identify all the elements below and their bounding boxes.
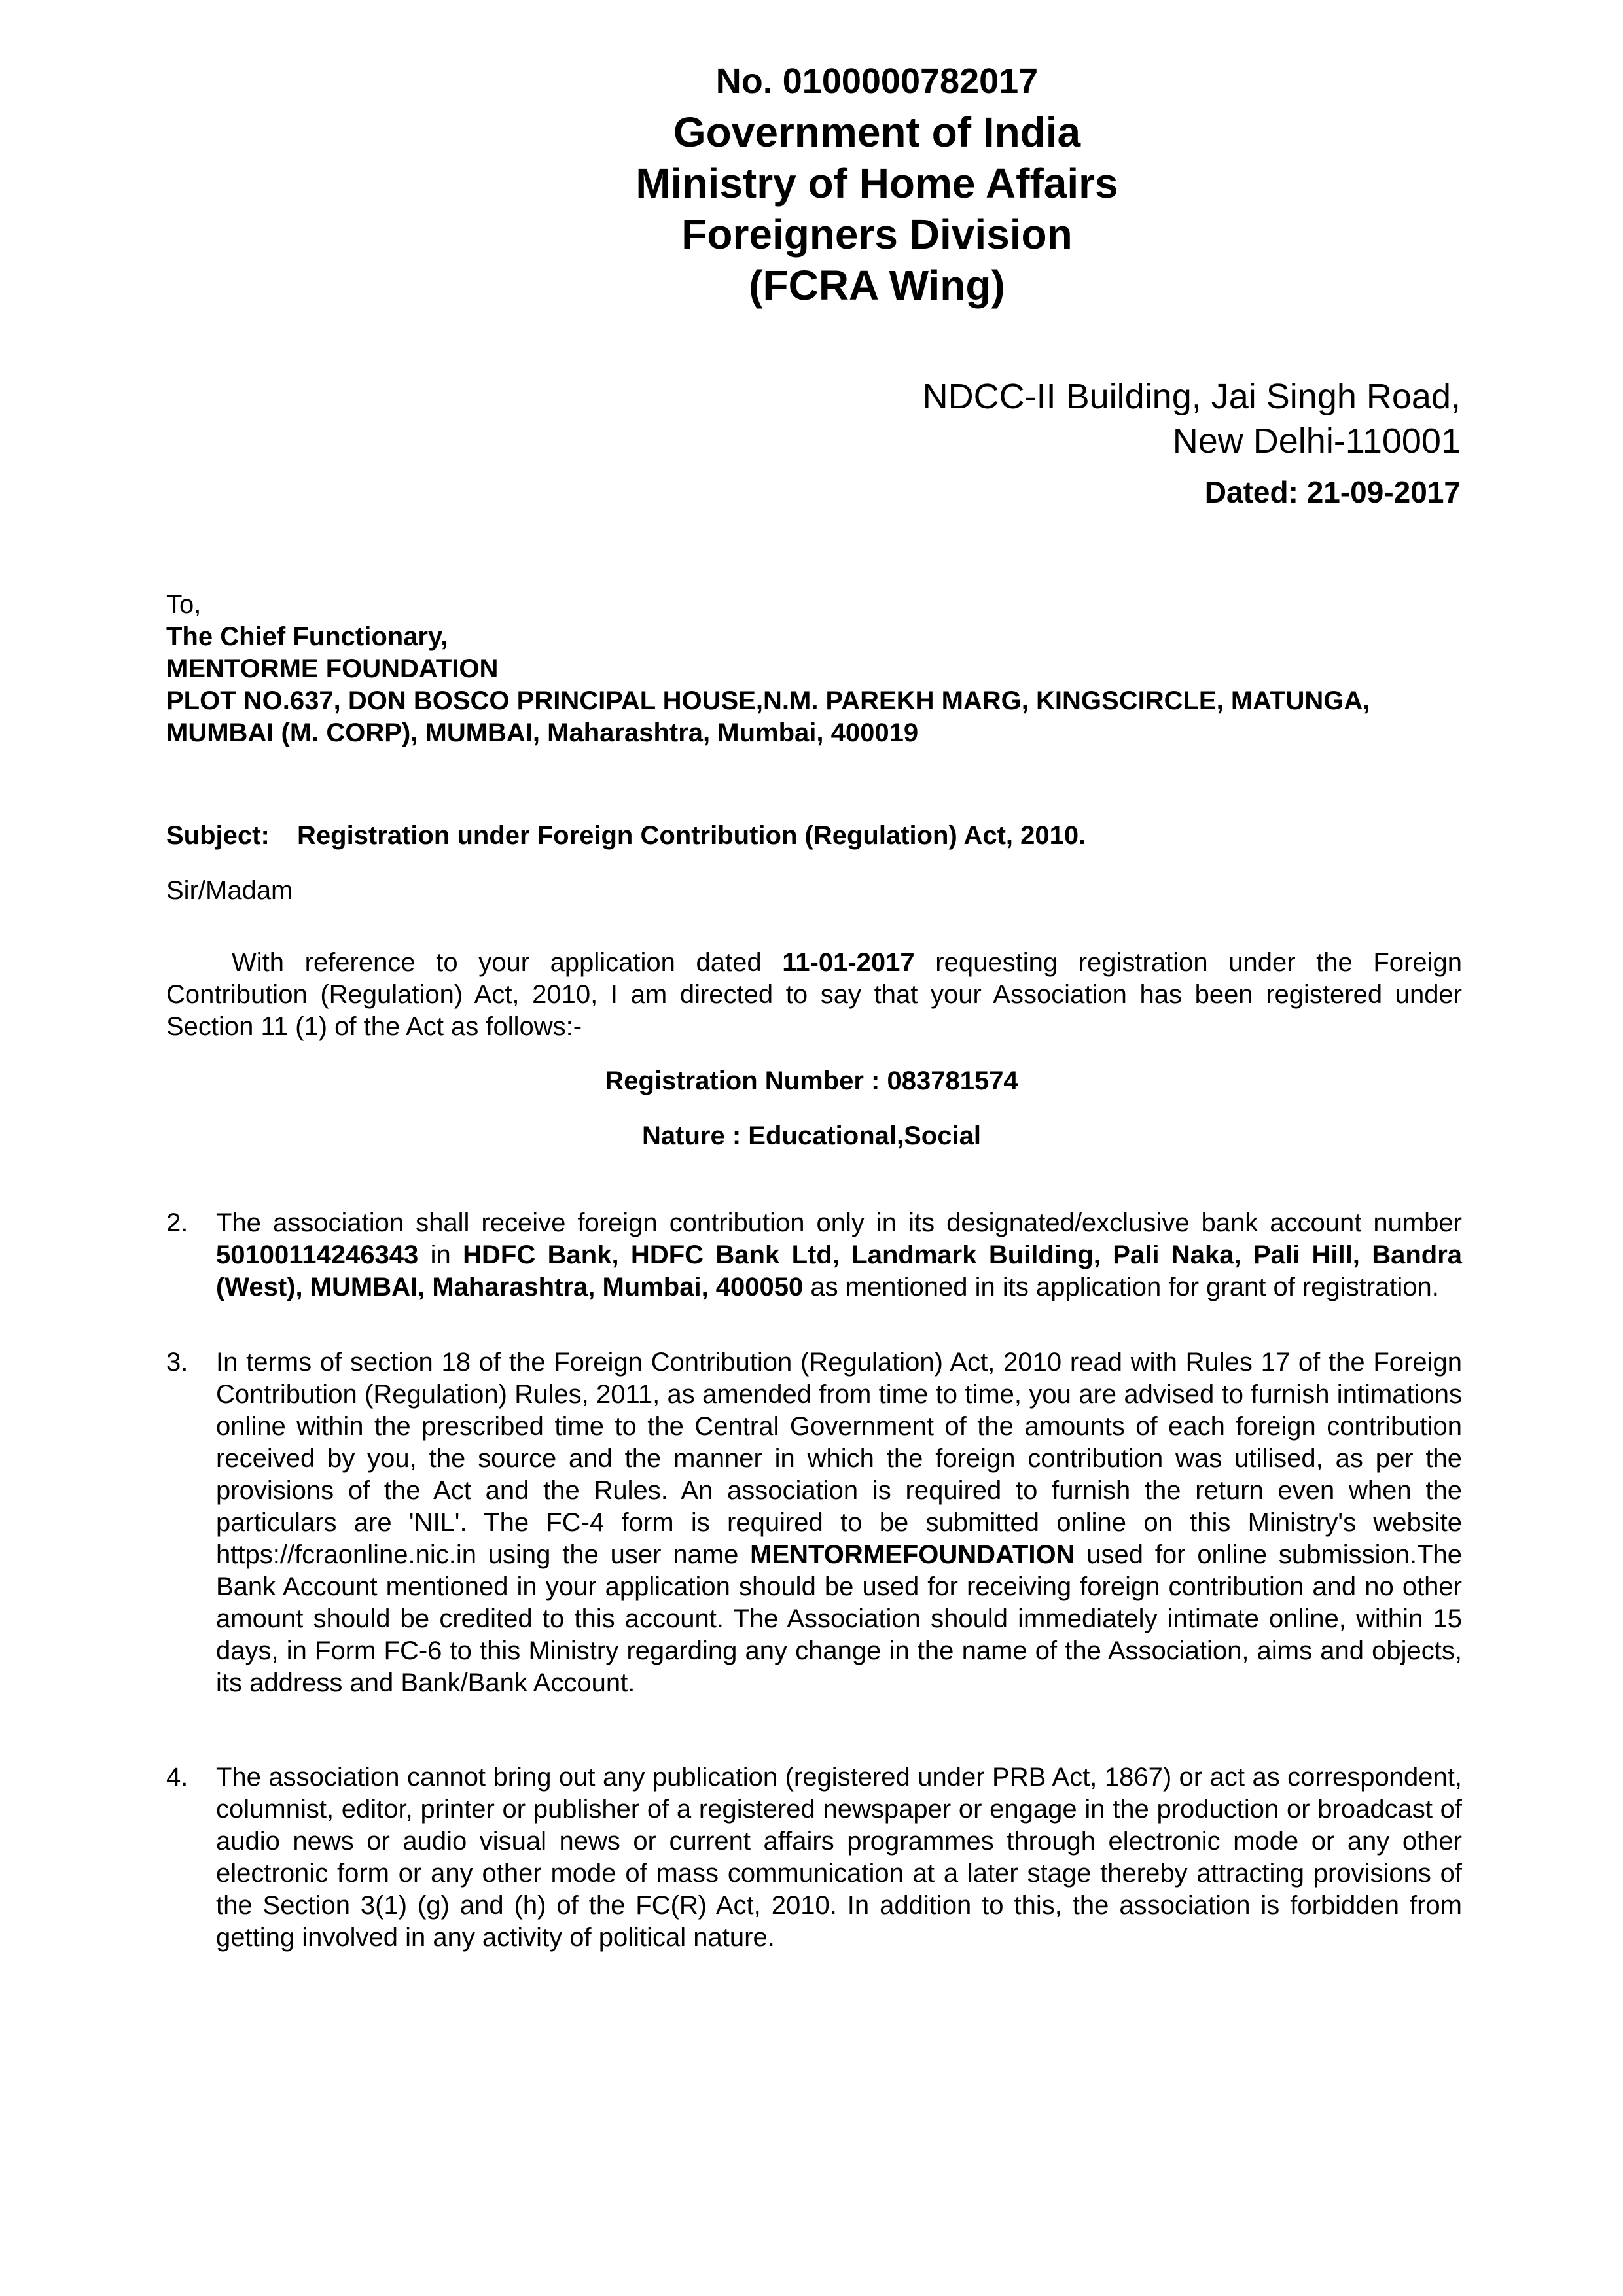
subject-label: Subject: bbox=[166, 821, 270, 850]
point-text bbox=[216, 1207, 1462, 1303]
header-wing: (FCRA Wing) bbox=[749, 262, 1005, 309]
subject-line bbox=[166, 820, 1462, 852]
header-ministry: Ministry of Home Affairs bbox=[635, 160, 1118, 207]
point-2-text-mid: in bbox=[418, 1241, 463, 1269]
sender-address-line2: New Delhi-110001 bbox=[1172, 421, 1461, 461]
user-name: MENTORMEFOUNDATION bbox=[750, 1540, 1075, 1569]
letter-date: Dated: 21-09-2017 bbox=[1204, 475, 1461, 509]
point-2-text-before: The association shall receive foreign contribution only in its designated/exclusive bank account number bbox=[216, 1209, 1462, 1237]
point-2-text-after: as mentioned in its application for grant of registration. bbox=[803, 1273, 1439, 1301]
point-2 bbox=[166, 1207, 1462, 1303]
point-text: The association cannot bring out any publication (registered under PRB Act, 1867) or act as correspondent, columnist, editor, printer or publisher of a registered newspaper or engage in the production or broadcast of audio news or audio visual news or current affairs programmes through electronic mode or any other electronic form or any other mode of mass communication at a later stage thereby attracting provisions of the Section 3(1) (g) and (h) of the FC(R) Act, 2010. In addition to this, the association is forbidden from getting involved in any activity of political nature. bbox=[216, 1763, 1462, 1952]
point-3-text-before: In terms of section 18 of the Foreign Contribution (Regulation) Act, 2010 read with Rules 17 of the Foreign Contribution (Regulation) Rules, 2011, as amended from time to time, you are advised to furnish intimations online within the prescribed time to the Central Government of the amounts of each foreign contribution received by you, the source and the manner in which the foreign contribution was utilised, as per the provisions of the Act and the Rules. An association is required to furnish the return even when the particulars are 'NIL'. The FC-4 form is required to be submitted online on this Ministry's website https://fcraonline.nic.in using the user name bbox=[216, 1348, 1462, 1569]
point-number: 3. bbox=[166, 1348, 188, 1377]
header-division: Foreigners Division bbox=[681, 211, 1073, 258]
sender-address bbox=[923, 374, 1461, 463]
bank-account-number: 50100114246343 bbox=[216, 1241, 419, 1269]
letter-header bbox=[0, 56, 1623, 311]
registration-number: Registration Number : 083781574 bbox=[605, 1067, 1018, 1095]
point-3-text-after: used for online submission.The Bank Account mentioned in your application should be used for receiving foreign contribution and no other amount should be credited to this account. The Association should immediately intimate online, within 15 days, in Form FC-6 to this Ministry regarding any change in the name of the Association, aims and objects, its address and Bank/Bank Account. bbox=[216, 1540, 1463, 1697]
intro-text-before: With reference to your application dated bbox=[232, 948, 783, 977]
sender-address-line1: NDCC-II Building, Jai Singh Road, bbox=[922, 377, 1461, 416]
point-3 bbox=[166, 1347, 1462, 1699]
header-government: Government of India bbox=[673, 109, 1081, 156]
intro-paragraph bbox=[166, 947, 1462, 1043]
recipient-to: To, bbox=[166, 590, 202, 619]
intro-text-after: requesting registration under the Foreign Contribution (Regulation) Act, 2010, I am directed to say that your Association has been registered under Section 11 (1) of the Act as follows:- bbox=[166, 948, 1462, 1041]
recipient-block bbox=[166, 589, 1462, 749]
application-date: 11-01-2017 bbox=[782, 948, 915, 977]
point-4 bbox=[166, 1761, 1462, 1954]
registration-nature: Nature : Educational,Social bbox=[642, 1122, 981, 1150]
recipient-title: The Chief Functionary, bbox=[166, 622, 448, 651]
bank-details: HDFC Bank, HDFC Bank Ltd, Landmark Building, Pali Naka, Pali Hill, Bandra (West), MUMBAI, Maharashtra, Mumbai, 400050 bbox=[216, 1241, 1463, 1301]
recipient-address-line2: MUMBAI (M. CORP), MUMBAI, Maharashtra, Mumbai, 400019 bbox=[166, 718, 919, 747]
point-text bbox=[216, 1347, 1462, 1699]
letter-number: No. 0100000782017 bbox=[715, 62, 1039, 101]
recipient-address-line1: PLOT NO.637, DON BOSCO PRINCIPAL HOUSE,N.M. PAREKH MARG, KINGSCIRCLE, MATUNGA, bbox=[166, 686, 1370, 715]
salutation: Sir/Madam bbox=[166, 876, 293, 905]
recipient-name: MENTORME FOUNDATION bbox=[166, 654, 499, 683]
subject-text: Registration under Foreign Contribution (Regulation) Act, 2010. bbox=[297, 821, 1086, 850]
point-number: 4. bbox=[166, 1763, 188, 1792]
point-number: 2. bbox=[166, 1209, 188, 1237]
